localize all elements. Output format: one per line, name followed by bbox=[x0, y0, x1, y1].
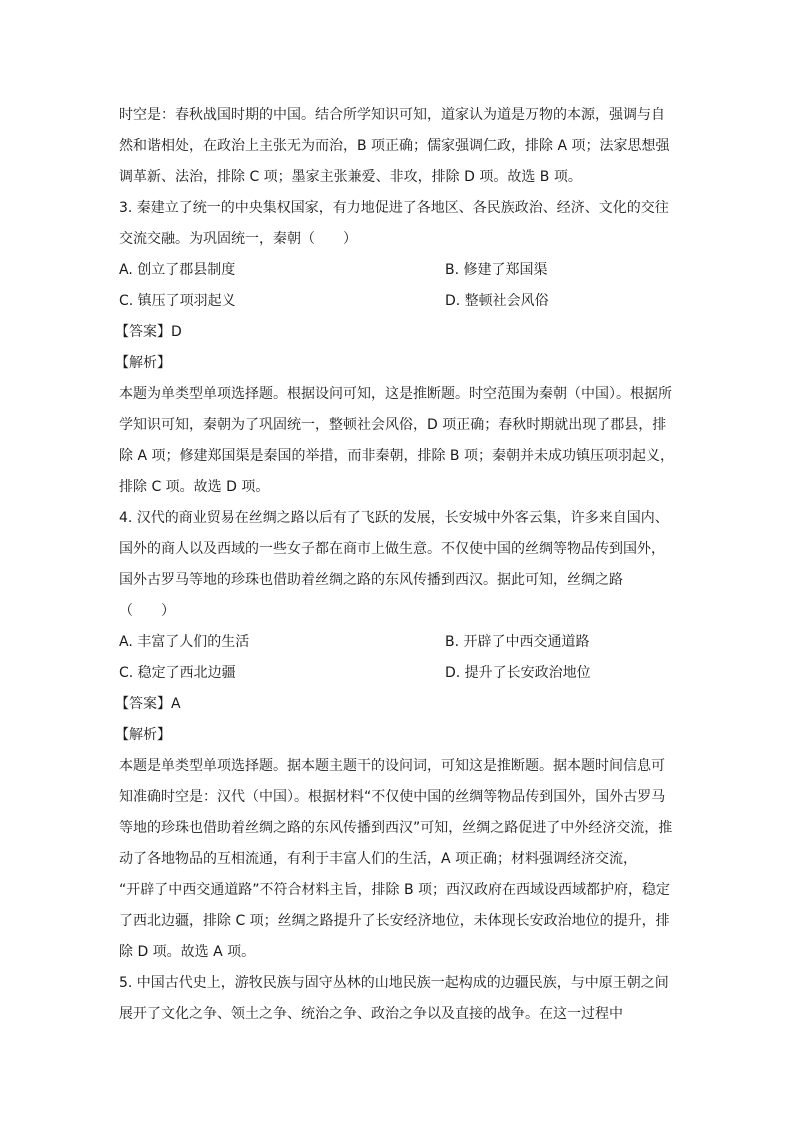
question-3 bbox=[115, 193, 677, 503]
question-stem: 国外古罗马等地的珍珠也借助着丝绸之路的东风传播到西汉。据此可知，丝绸之路 bbox=[119, 572, 623, 588]
analysis-line: 等地的珍珠也借助着丝绸之路的东风传播到西汉”可知，丝绸之路促进了中外经济交流，推 bbox=[119, 820, 673, 836]
analysis-label: 【解析】 bbox=[115, 727, 171, 743]
analysis-line: 了西北边疆，排除 C 项；丝绸之路提升了长安经济地位，未体现长安政治地位的提升，排 bbox=[119, 913, 670, 929]
document-content bbox=[115, 100, 677, 1030]
option-b: B. 修建了郑国渠 bbox=[445, 262, 548, 278]
option-row bbox=[119, 658, 677, 689]
option-a: A. 创立了郡县制度 bbox=[119, 262, 236, 278]
analysis-line: 排除 C 项。故选 D 项。 bbox=[119, 479, 270, 495]
answer-label: 【答案】D bbox=[115, 324, 182, 340]
analysis-line: 除 D 项。故选 A 项。 bbox=[119, 944, 256, 960]
text-line: 然和谐相处，在政治上主张无为而治，B 项正确；儒家强调仁政，排除 A 项；法家思想强 bbox=[119, 138, 670, 154]
analysis-line: 知准确时空是：汉代（中国）。根据材料“不仅使中国的丝绸等物品传到国外，国外古罗马 bbox=[119, 789, 666, 805]
intro-analysis bbox=[119, 100, 677, 193]
analysis-label: 【解析】 bbox=[115, 355, 171, 371]
option-row bbox=[119, 255, 677, 286]
option-c: C. 镇压了项羽起义 bbox=[119, 293, 236, 309]
analysis-line: “开辟了中西交通道路”不符合材料主旨，排除 B 项；西汉政府在西域设西域都护府，稳定 bbox=[119, 882, 671, 898]
option-row bbox=[119, 286, 677, 317]
question-stem: （ ） bbox=[119, 603, 175, 619]
question-stem: 5. 中国古代史上，游牧民族与固守丛林的山地民族一起构成的边疆民族，与中原王朝之间 bbox=[119, 975, 669, 991]
option-b: B. 开辟了中西交通道路 bbox=[445, 634, 590, 650]
analysis-line: 本题是单类型单项选择题。据本题主题干的设问词，可知这是推断题。据本题时间信息可 bbox=[119, 758, 665, 774]
option-d: D. 整顿社会风俗 bbox=[445, 293, 549, 309]
option-c: C. 稳定了西北边疆 bbox=[119, 665, 236, 681]
text-line: 调革新、法治，排除 C 项；墨家主张兼爱、非攻，排除 D 项。故选 B 项。 bbox=[119, 169, 582, 185]
option-d: D. 提升了长安政治地位 bbox=[445, 665, 591, 681]
question-stem: 展开了文化之争、领土之争、统治之争、政治之争以及直接的战争。在这一过程中 bbox=[119, 1006, 623, 1022]
option-row bbox=[119, 627, 677, 658]
analysis-line: 除 A 项；修建郑国渠是秦国的举措，而非秦朝，排除 B 项；秦朝并未成功镇压项羽起义， bbox=[119, 448, 674, 464]
question-stem: 交流交融。为巩固统一，秦朝（ ） bbox=[119, 231, 357, 247]
question-stem: 国外的商人以及西域的一些女子都在商市上做生意。不仅使中国的丝绸等物品传到国外， bbox=[119, 541, 665, 557]
option-a: A. 丰富了人们的生活 bbox=[119, 634, 250, 650]
analysis-line: 动了各地物品的互相流通，有利于丰富人们的生活，A 项正确；材料强调经济交流， bbox=[119, 851, 638, 867]
analysis-line: 本题为单类型单项选择题。根据设问可知，这是推断题。时空范围为秦朝（中国）。根据所 bbox=[119, 386, 672, 402]
analysis-line: 学知识可知，秦朝为了巩固统一，整顿社会风俗，D 项正确；春秋时期就出现了郡县，排 bbox=[119, 417, 667, 433]
question-stem: 3. 秦建立了统一的中央集权国家，有力地促进了各地区、各民族政治、经济、文化的交往 bbox=[119, 200, 669, 216]
question-stem: 4. 汉代的商业贸易在丝绸之路以后有了飞跃的发展，长安城中外客云集，许多来自国内、 bbox=[119, 510, 669, 526]
text-line: 时空是：春秋战国时期的中国。结合所学知识可知，道家认为道是万物的本源，强调与自 bbox=[119, 107, 665, 123]
answer-label: 【答案】A bbox=[115, 696, 181, 712]
question-5 bbox=[119, 968, 677, 1030]
question-4 bbox=[115, 503, 677, 968]
